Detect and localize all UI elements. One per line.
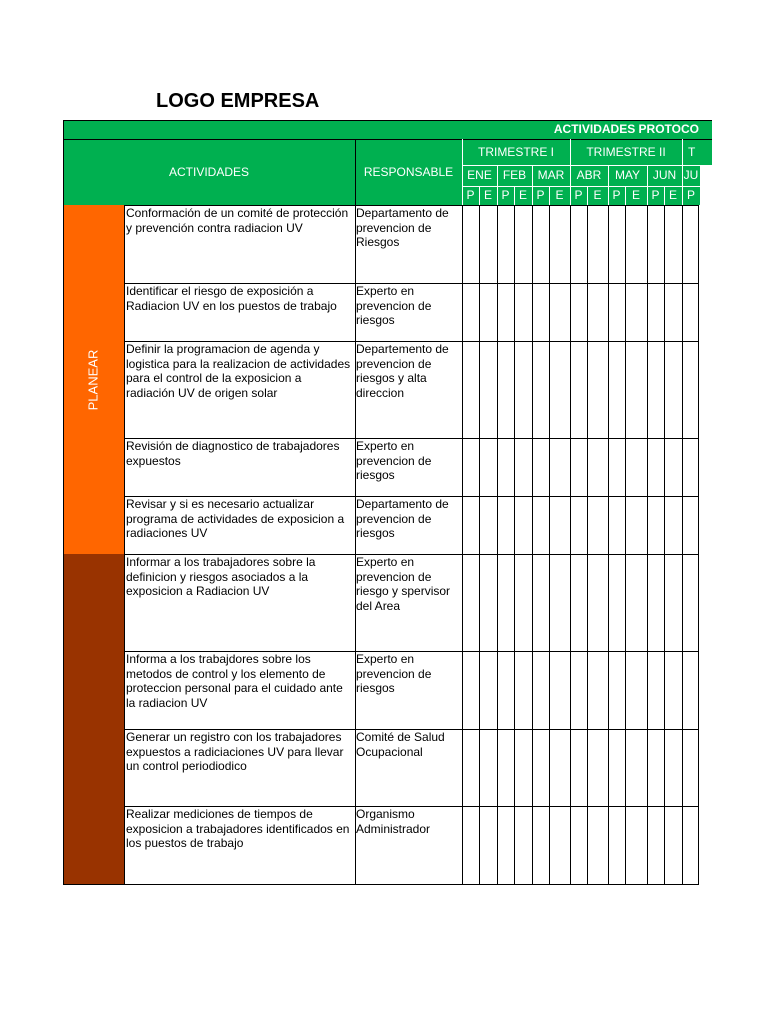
pe-header: P <box>497 186 514 205</box>
phase-label: PLANEAR <box>85 349 101 410</box>
grid-line <box>124 496 699 497</box>
trimestre-header <box>462 139 570 165</box>
pe-header: P <box>462 186 479 205</box>
grid-line <box>124 283 699 284</box>
header-responsable <box>355 139 462 205</box>
activity-text: Informa a los trabajdores sobre los metodos de control y los elemento de proteccion personal para el cuidado ante la radiacion UV <box>126 652 343 710</box>
table-title: ACTIVIDADES PROTOCO <box>553 122 699 136</box>
month-header: MAR <box>532 165 570 186</box>
header-responsable-label: RESPONSABLE <box>363 165 454 179</box>
activity-text: Conformación de un comité de protección y prevención contra radiacion UV <box>126 206 349 235</box>
grid-line <box>124 729 699 730</box>
responsable-text: Departemento de prevencion de riesgos y alta direccion <box>356 342 449 400</box>
responsable-text: Organismo Administrador <box>356 807 431 836</box>
grid-line <box>647 205 648 885</box>
pe-header: E <box>587 186 608 205</box>
grid-line <box>514 186 515 205</box>
grid-line <box>682 205 683 885</box>
grid-line <box>63 139 712 140</box>
activity-text: Definir la programacion de agenda y logistica para la realizacion de actividades para el control de la exposicion a radiación UV de origen solar <box>126 342 351 400</box>
trimestre-header <box>570 139 682 165</box>
phase-block <box>63 554 124 884</box>
pe-header: P <box>682 186 700 205</box>
grid-line <box>124 806 699 807</box>
trimestre-label: TRIMESTRE II <box>586 145 666 159</box>
pe-header: P <box>647 186 664 205</box>
grid-line <box>124 554 699 555</box>
pe-header: E <box>664 186 682 205</box>
grid-line <box>514 205 515 885</box>
month-header: ENE <box>462 165 497 186</box>
grid-line <box>608 205 609 885</box>
grid-line <box>532 165 533 205</box>
grid-line <box>462 165 712 166</box>
pe-header: P <box>570 186 587 205</box>
responsable-text: Experto en prevencion de riesgos <box>356 284 432 328</box>
phase-label <box>86 689 102 750</box>
grid-line <box>479 186 480 205</box>
grid-line <box>587 186 588 205</box>
pe-header: E <box>549 186 570 205</box>
grid-line <box>570 139 571 165</box>
grid-line <box>462 186 712 187</box>
grid-line <box>532 205 533 885</box>
logo-text: LOGO EMPRESA <box>156 90 320 112</box>
pe-header: P <box>608 186 625 205</box>
responsable-text: Comité de Salud Ocupacional <box>356 730 445 759</box>
pe-header: P <box>532 186 549 205</box>
header-actividades <box>63 139 355 205</box>
pe-header: E <box>625 186 647 205</box>
responsable-text: Experto en prevencion de riesgos <box>356 439 432 483</box>
grid-line <box>462 205 463 885</box>
activity-text: Informar a los trabajadores sobre la definicion y riesgos asociados a la exposicion a Radiacion UV <box>126 555 316 599</box>
grid-line <box>682 139 683 165</box>
grid-line <box>664 205 665 885</box>
trimestre-header <box>682 139 712 165</box>
grid-line <box>63 120 64 885</box>
grid-line <box>587 205 588 885</box>
trimestre-label: T <box>688 145 696 159</box>
activity-text: Revisión de diagnostico de trabajadores expuestos <box>126 439 340 468</box>
grid-line <box>497 205 498 885</box>
grid-line <box>698 205 699 885</box>
month-header: FEB <box>497 165 532 186</box>
grid-line <box>124 341 699 342</box>
header-actividades-label: ACTIVIDADES <box>168 165 249 179</box>
grid-line <box>63 120 712 121</box>
grid-line <box>664 186 665 205</box>
grid-line <box>549 186 550 205</box>
grid-line <box>497 165 498 205</box>
grid-line <box>682 165 683 205</box>
pe-header: E <box>514 186 532 205</box>
grid-line <box>63 884 699 885</box>
grid-line <box>124 651 699 652</box>
phase-block <box>63 205 124 554</box>
month-header: JUN <box>647 165 682 186</box>
grid-line <box>124 205 125 885</box>
grid-line <box>625 205 626 885</box>
grid-line <box>124 205 699 206</box>
month-header: ABR <box>570 165 608 186</box>
grid-line <box>647 165 648 205</box>
activity-text: Identificar el riesgo de exposición a Radiacion UV en los puestos de trabajo <box>126 284 337 313</box>
grid-line <box>625 186 626 205</box>
responsable-text: Experto en prevencion de riesgo y spervisor del Area <box>356 555 451 613</box>
grid-line <box>462 139 463 205</box>
activity-text: Generar un registro con los trabajadores expuestos a radiciaciones UV para llevar un control periodiodico <box>126 730 344 774</box>
month-header: JU <box>682 165 700 186</box>
pe-header: E <box>479 186 497 205</box>
month-header: MAY <box>608 165 647 186</box>
activity-text: Realizar mediciones de tiempos de exposicion a trabajadores identificados en los puestos de trabajo <box>126 807 350 851</box>
grid-line <box>549 205 550 885</box>
trimestre-label: TRIMESTRE I <box>477 145 554 159</box>
responsable-text: Departamento de prevencion de Riesgos <box>356 206 449 250</box>
responsable-text: Experto en prevencion de riesgos <box>356 652 432 696</box>
grid-line <box>570 205 571 885</box>
grid-line <box>570 165 571 205</box>
responsable-text: Departamento de prevencion de riesgos <box>356 497 449 541</box>
grid-line <box>124 438 699 439</box>
grid-line <box>479 205 480 885</box>
grid-line <box>355 139 356 885</box>
activity-text: Revisar y si es necesario actualizar programa de actividades de exposicion a radiaciones UV <box>126 497 345 541</box>
grid-line <box>608 165 609 205</box>
